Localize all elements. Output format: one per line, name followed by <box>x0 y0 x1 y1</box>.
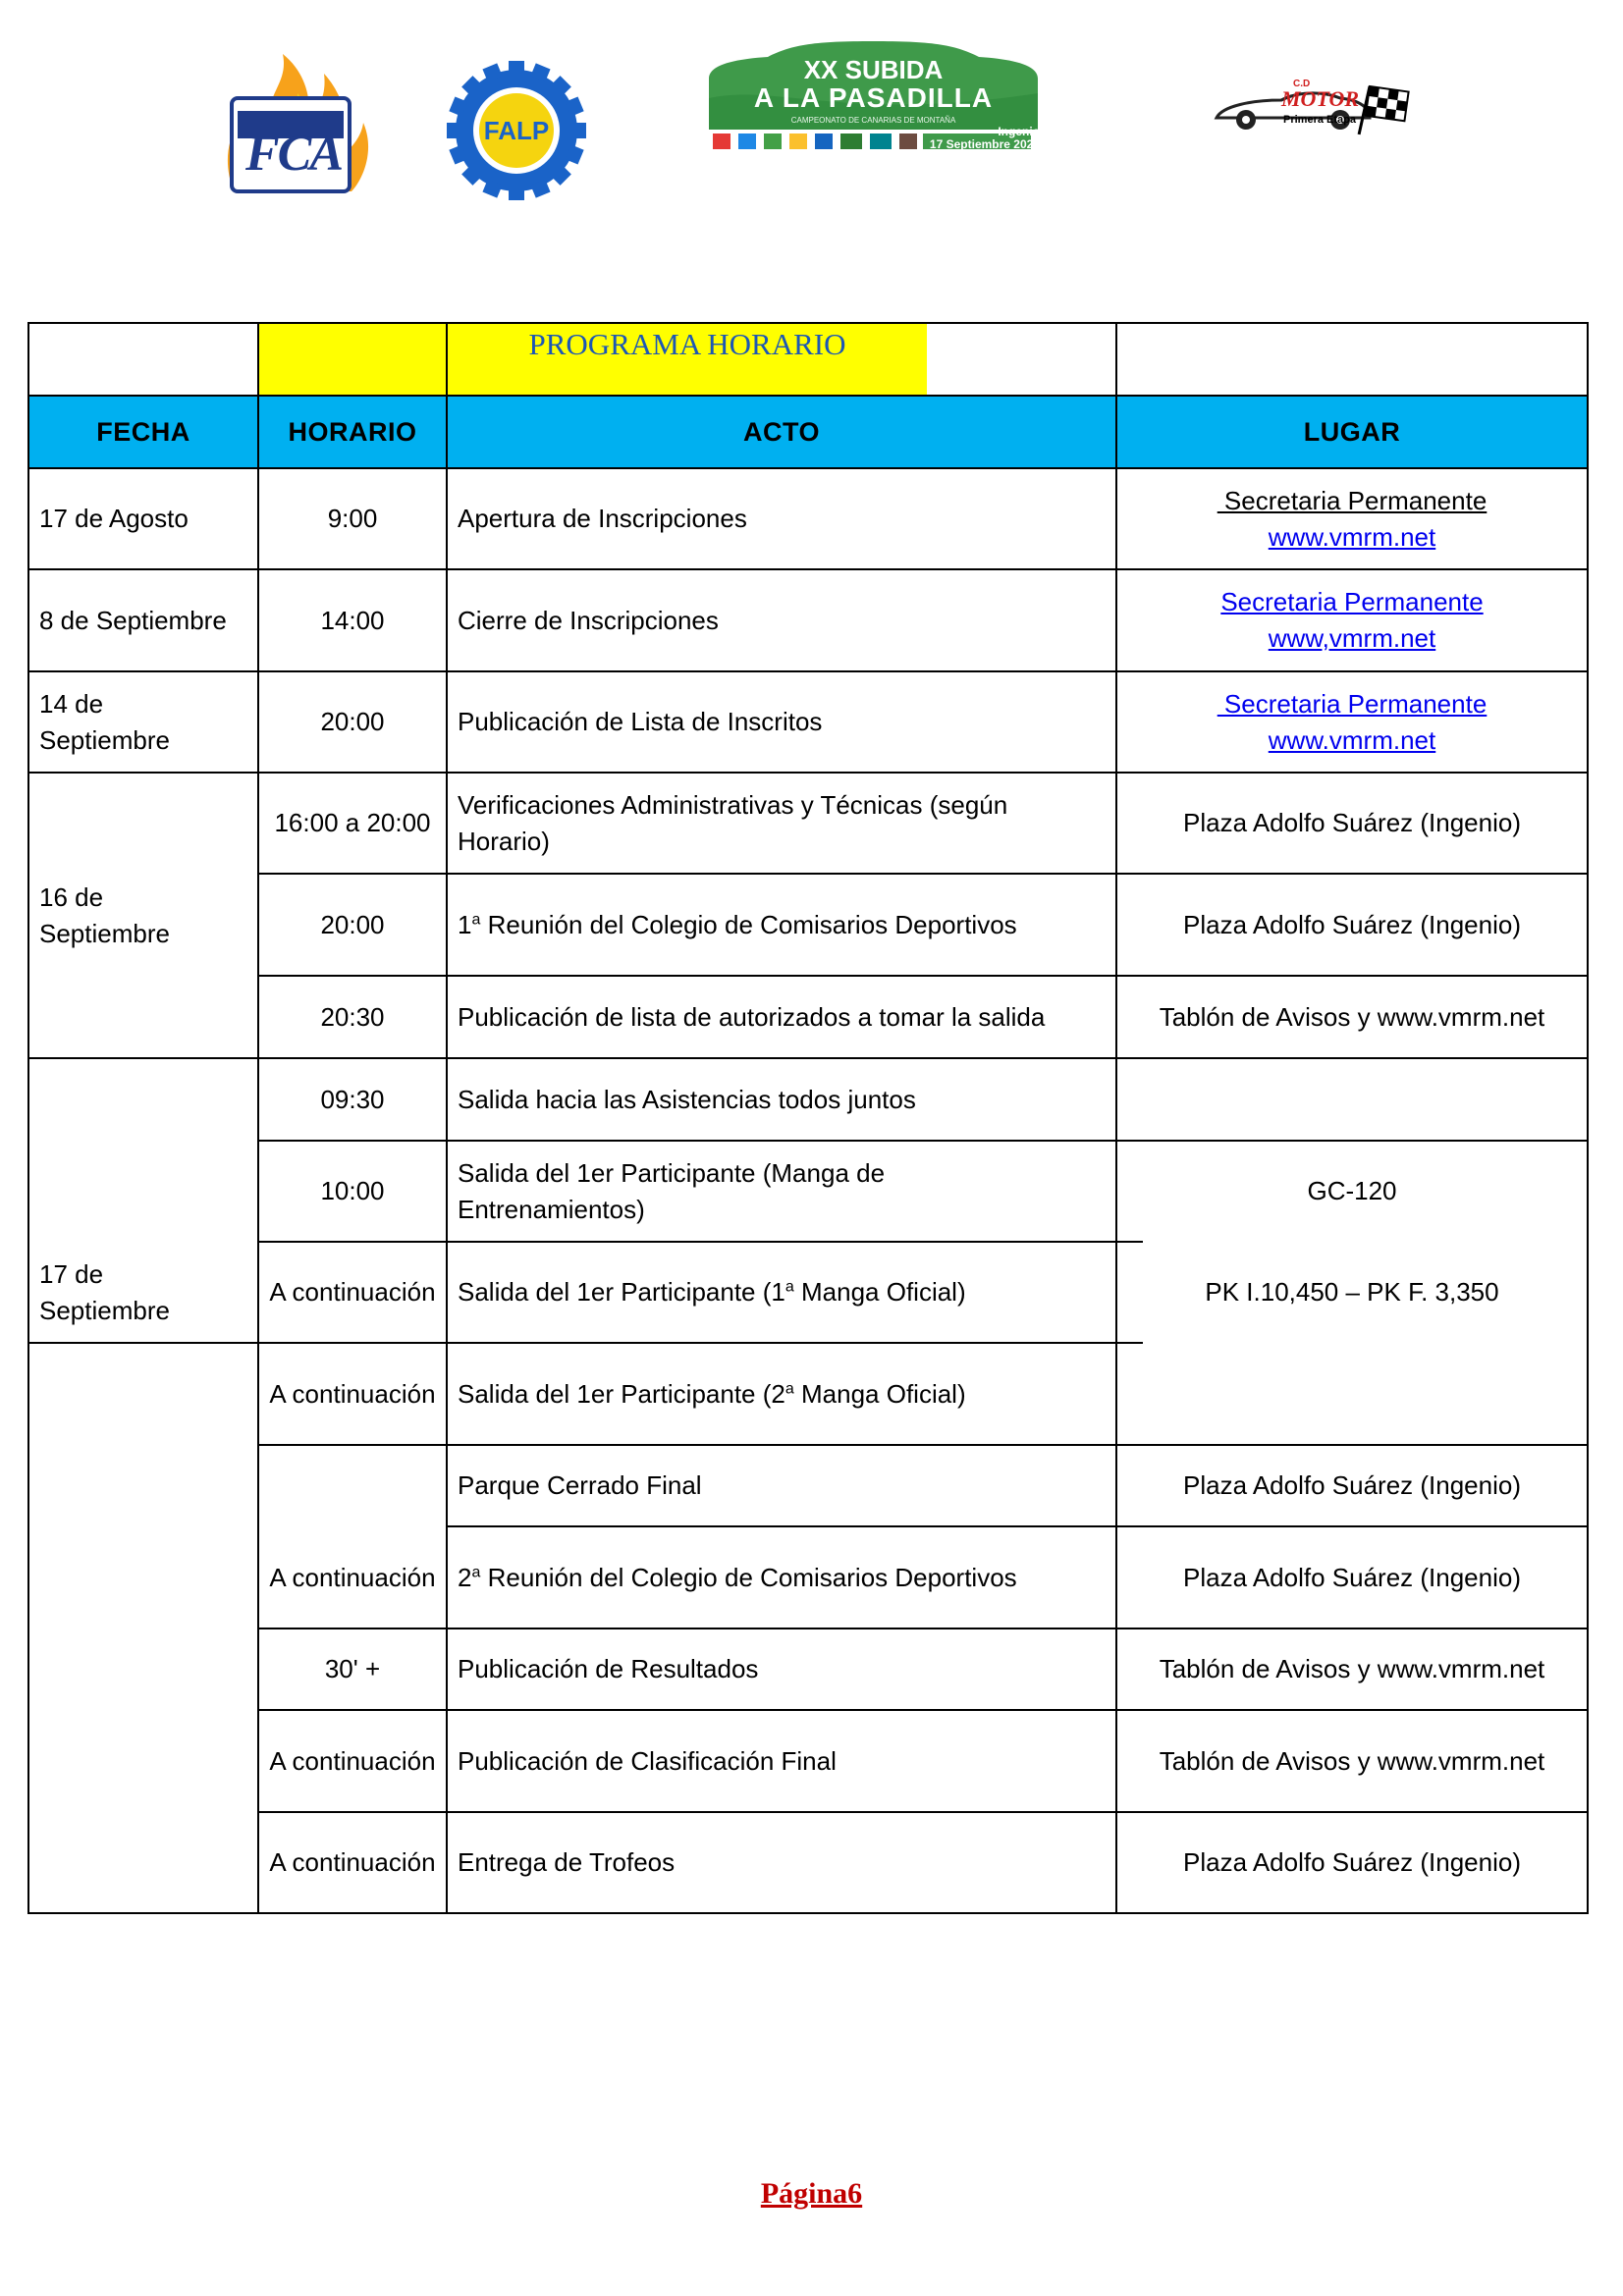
row15-lugar: Plaza Adolfo Suárez (Ingenio) <box>1183 1847 1521 1877</box>
row3-lugar <box>1117 672 1587 772</box>
logo-strip <box>0 39 1623 182</box>
row7-horario: 09:30 <box>320 1084 385 1114</box>
table-border-right <box>1587 322 1589 1914</box>
row1-fecha: 17 de Agosto <box>39 504 189 533</box>
row5-lugar: Plaza Adolfo Suárez (Ingenio) <box>1183 909 1521 939</box>
row14-lugar: Tablón de Avisos y www.vmrm.net <box>1159 1745 1545 1776</box>
event-date <box>930 126 1040 151</box>
date-17-septiembre: 17 de Septiembre <box>39 1258 170 1325</box>
row13-lugar: Tablón de Avisos y www.vmrm.net <box>1159 1654 1545 1683</box>
schedule-table <box>27 322 1589 1912</box>
row8-acto: Salida del 1er Participante (Manga de Entrenamientos) <box>458 1157 886 1224</box>
row11-acto: Parque Cerrado Final <box>458 1470 702 1500</box>
row9-horario: A continuación <box>269 1277 436 1307</box>
row13-acto: Publicación de Resultados <box>458 1654 759 1683</box>
website-link[interactable]: www.vmrm.net <box>1268 724 1436 755</box>
secretaria-link[interactable]: Secretaria Permanente <box>1220 587 1484 616</box>
row8-horario: 10:00 <box>320 1176 385 1205</box>
header-lugar: LUGAR <box>1303 416 1401 447</box>
website-link[interactable]: www.vmrm.net <box>1268 521 1436 552</box>
date-16-septiembre: 16 de Septiembre <box>39 881 170 948</box>
header-fecha: FECHA <box>96 416 190 447</box>
row12-horario: A continuación <box>269 1562 436 1592</box>
row2-acto: Cierre de Inscripciones <box>458 605 719 635</box>
cd-motor-sub: Primera Etapa <box>1283 114 1356 126</box>
header-horario: HORARIO <box>288 416 417 447</box>
cd-motor-name: MOTOR <box>1281 86 1360 111</box>
row5-horario: 20:00 <box>320 909 385 939</box>
row13-horario: 30' + <box>324 1654 381 1683</box>
row1-lugar <box>1117 469 1587 568</box>
row8-lugar: GC-120 <box>1307 1176 1397 1205</box>
row2-horario: 14:00 <box>320 605 385 635</box>
row3-horario: 20:00 <box>320 707 385 736</box>
row1-acto: Apertura de Inscripciones <box>458 504 747 533</box>
row12-lugar: Plaza Adolfo Suárez (Ingenio) <box>1183 1562 1521 1592</box>
row2-fecha: 8 de Septiembre <box>39 605 227 635</box>
website-link[interactable]: www,vmrm.net <box>1268 623 1436 653</box>
header-acto: ACTO <box>742 416 820 447</box>
row7-acto: Salida hacia las Asistencias todos juntos <box>458 1084 916 1114</box>
row9-acto: Salida del 1er Participante (1$^a$ Manga Oficial) <box>458 1277 966 1307</box>
falp-logo-text: FALP <box>483 116 550 145</box>
event-subtitle: CAMPEONATO DE CANARIAS DE MONTAÑA <box>790 116 956 125</box>
row14-horario: A continuación <box>269 1745 436 1776</box>
row5-acto: 1$^a$ Reunión del Colegio de Comisarios Deportivos <box>458 909 1017 939</box>
row-divider <box>27 1342 257 1344</box>
row15-acto: Entrega de Trofeos <box>458 1847 676 1877</box>
row15-horario: A continuación <box>269 1847 436 1877</box>
row4-lugar: Plaza Adolfo Suárez (Ingenio) <box>1183 808 1521 837</box>
row10-acto: Salida del 1er Participante (2$^a$ Manga Oficial) <box>458 1378 966 1409</box>
cd-motor-cd: C.D <box>1293 79 1311 89</box>
row1-horario: 9:00 <box>327 504 378 533</box>
row9-lugar: PK I.10,450 – PK F. 3,350 <box>1205 1277 1499 1307</box>
event-title-line2: A LA PASADILLA <box>753 82 994 113</box>
event-title-line1: XX SUBIDA <box>803 55 944 84</box>
row6-horario: 20:30 <box>320 1001 385 1032</box>
event-logo <box>699 39 1048 162</box>
fca-logo-text: FCA <box>245 126 343 182</box>
row14-acto: Publicación de Clasificación Final <box>458 1745 837 1776</box>
event-place: Ingenio <box>998 125 1040 138</box>
row11-lugar: Plaza Adolfo Suárez (Ingenio) <box>1183 1470 1521 1500</box>
row6-lugar: Tablón de Avisos y www.vmrm.net <box>1159 1001 1545 1032</box>
row6-acto: Publicación de lista de autorizados a tomar la salida <box>458 1001 1046 1032</box>
row12-acto: 2$^a$ Reunión del Colegio de Comisarios Deportivos <box>458 1562 1017 1592</box>
table-border-bottom <box>27 1912 1589 1914</box>
event-date-text: 17 Septiembre 2022 <box>929 137 1040 151</box>
row3-acto: Publicación de Lista de Inscritos <box>458 707 823 736</box>
row3-fecha: 14 de Septiembre <box>39 688 170 755</box>
table-title: PROGRAMA HORARIO <box>528 327 846 361</box>
fca-logo <box>214 44 376 196</box>
row10-horario: A continuación <box>269 1378 436 1409</box>
row2-lugar <box>1117 570 1587 670</box>
secretaria-link[interactable]: Secretaria Permanente <box>1217 688 1488 719</box>
row4-acto: Verificaciones Administrativas y Técnicas (según Horario) <box>458 789 1008 856</box>
falp-logo <box>447 61 586 200</box>
secretaria-link[interactable]: Secretaria Permanente <box>1217 485 1488 515</box>
page-number: Página6 <box>760 2177 863 2210</box>
cd-motor-logo <box>1213 79 1414 147</box>
falp-gear-icon <box>447 61 586 200</box>
row4-horario: 16:00 a 20:00 <box>274 808 431 837</box>
